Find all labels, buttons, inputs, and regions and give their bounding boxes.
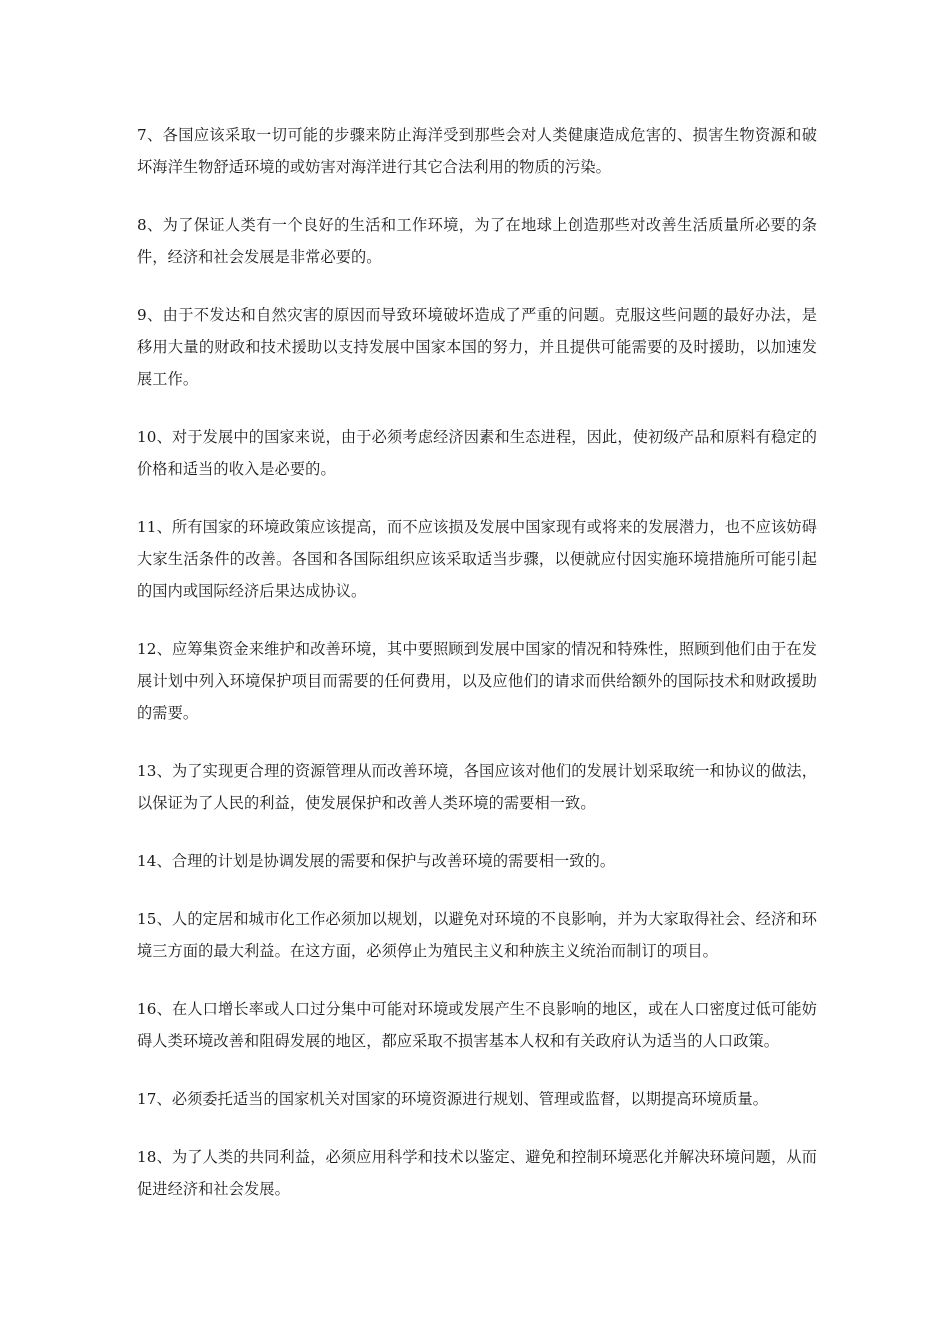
paragraph-18: 18、为了人类的共同利益，必须应用科学和技术以鉴定、避免和控制环境恶化并解决环境问题，从而促进经济和社会发展。 — [137, 1148, 817, 1198]
paragraph-10: 10、对于发展中的国家来说，由于必须考虑经济因素和生态进程，因此，使初级产品和原料有稳定的价格和适当的收入是必要的。 — [137, 428, 817, 478]
paragraph-9: 9、由于不发达和自然灾害的原因而导致环境破坏造成了严重的问题。克服这些问题的最好办法，是移用大量的财政和技术援助以支持发展中国家本国的努力，并且提供可能需要的及时援助，以加速发展工作。 — [137, 306, 817, 388]
paragraph-7: 7、各国应该采取一切可能的步骤来防止海洋受到那些会对人类健康造成危害的、损害生物资源和破坏海洋生物舒适环境的或妨害对海洋进行其它合法利用的物质的污染。 — [137, 126, 817, 176]
paragraph-12: 12、应筹集资金来维护和改善环境，其中要照顾到发展中国家的情况和特殊性，照顾到他们由于在发展计划中列入环境保护项目而需要的任何费用，以及应他们的请求而供给额外的国际技术和财政援助的需要。 — [137, 640, 817, 722]
paragraph-8: 8、为了保证人类有一个良好的生活和工作环境，为了在地球上创造那些对改善生活质量所必要的条件，经济和社会发展是非常必要的。 — [137, 216, 817, 266]
paragraph-15: 15、人的定居和城市化工作必须加以规划，以避免对环境的不良影响，并为大家取得社会、经济和环境三方面的最大利益。在这方面，必须停止为殖民主义和种族主义统治而制订的项目。 — [137, 910, 817, 960]
paragraph-13: 13、为了实现更合理的资源管理从而改善环境，各国应该对他们的发展计划采取统一和协议的做法，以保证为了人民的利益，使发展保护和改善人类环境的需要相一致。 — [137, 762, 817, 812]
paragraph-11: 11、所有国家的环境政策应该提高，而不应该损及发展中国家现有或将来的发展潜力，也不应该妨碍大家生活条件的改善。各国和各国际组织应该采取适当步骤，以便就应付因实施环境措施所可能引起的国内或国际经济后果达成协议。 — [137, 518, 817, 600]
paragraph-14: 14、合理的计划是协调发展的需要和保护与改善环境的需要相一致的。 — [137, 852, 616, 870]
document-body — [137, 119, 817, 1231]
paragraph-16: 16、在人口增长率或人口过分集中可能对环境或发展产生不良影响的地区，或在人口密度过低可能妨碍人类环境改善和阻碍发展的地区，都应采取不损害基本人权和有关政府认为适当的人口政策。 — [137, 1000, 817, 1050]
paragraph-17: 17、必须委托适当的国家机关对国家的环境资源进行规划、管理或监督，以期提高环境质量。 — [137, 1090, 769, 1108]
